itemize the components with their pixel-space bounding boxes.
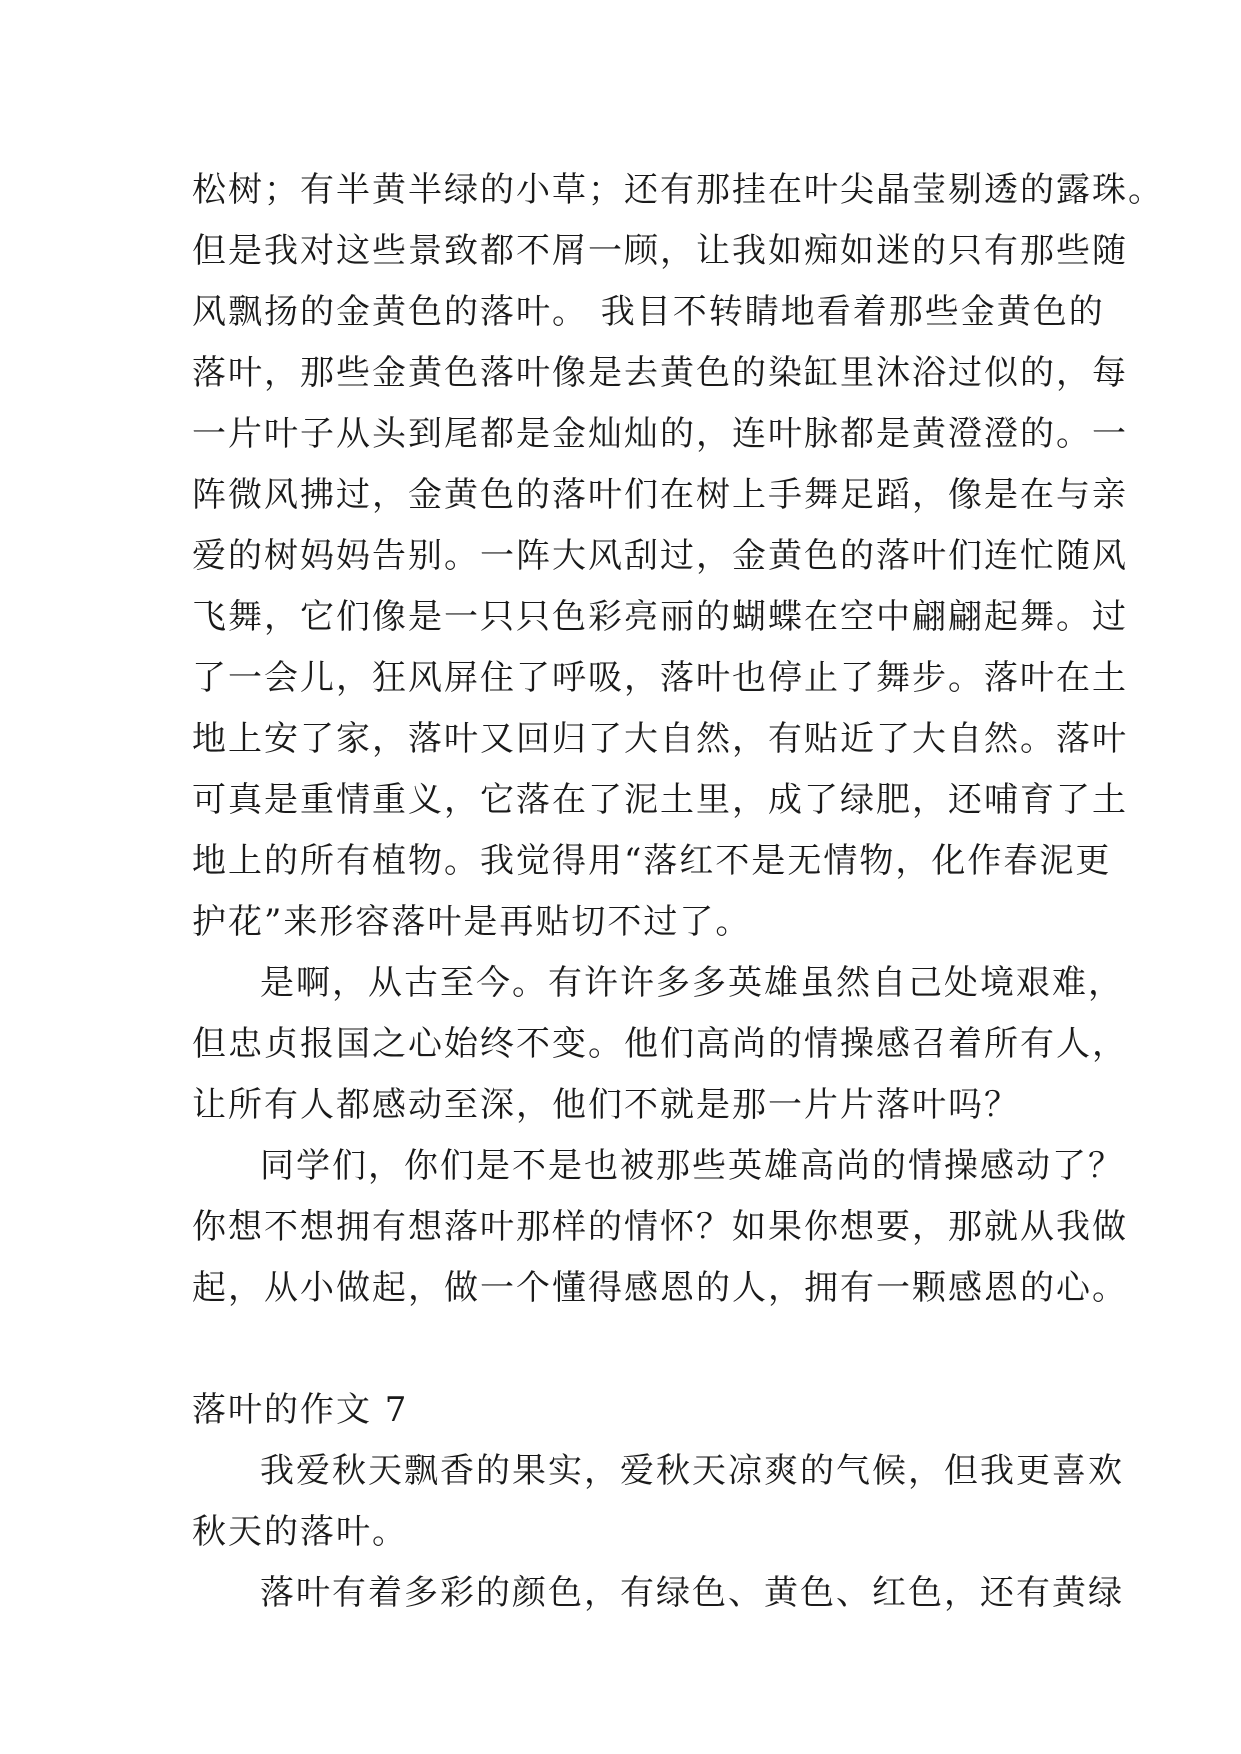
text-line: 爱的树妈妈告别。一阵大风刮过，金黄色的落叶们连忙随风 bbox=[192, 536, 1128, 576]
text-line: 落叶，那些金黄色落叶像是去黄色的染缸里沐浴过似的，每 bbox=[192, 353, 1128, 393]
text-line: 了一会儿，狂风屏住了呼吸，落叶也停止了舞步。落叶在土 bbox=[192, 658, 1128, 698]
text-line: 但忠贞报国之心始终不变。他们高尚的情操感召着所有人， bbox=[192, 1024, 1128, 1064]
text-line: 护花”来形容落叶是再贴切不过了。 bbox=[192, 902, 752, 942]
paragraph-autumn bbox=[192, 1441, 1124, 1563]
text-line: 你想不想拥有想落叶那样的情怀？如果你想要，那就从我做 bbox=[192, 1207, 1128, 1247]
text-line: 地上的所有植物。我觉得用“落红不是无情物，化作春泥更 bbox=[192, 841, 1112, 881]
text-line: 飞舞，它们像是一只只色彩亮丽的蝴蝶在空中翩翩起舞。过 bbox=[192, 597, 1128, 637]
section-title: 落叶的作文 7 bbox=[192, 1390, 409, 1430]
text-line: 一片叶子从头到尾都是金灿灿的，连叶脉都是黄澄澄的。一 bbox=[192, 414, 1128, 454]
paragraph-continued bbox=[192, 160, 1164, 953]
text-line: 但是我对这些景致都不屑一顾，让我如痴如迷的只有那些随 bbox=[192, 231, 1128, 271]
paragraph-classmates bbox=[192, 1136, 1128, 1319]
paragraph-colors bbox=[192, 1563, 1124, 1624]
text-line: 让所有人都感动至深，他们不就是那一片片落叶吗？ bbox=[192, 1085, 1020, 1125]
text-line: 秋天的落叶。 bbox=[192, 1512, 408, 1552]
document-page bbox=[192, 160, 1164, 1624]
text-line: 落叶有着多彩的颜色，有绿色、黄色、红色，还有黄绿 bbox=[260, 1573, 1124, 1613]
text-line: 起，从小做起，做一个懂得感恩的人，拥有一颗感恩的心。 bbox=[192, 1268, 1128, 1308]
text-line: 可真是重情重义，它落在了泥土里，成了绿肥，还哺育了土 bbox=[192, 780, 1128, 820]
text-line: 同学们，你们是不是也被那些英雄高尚的情操感动了？ bbox=[260, 1146, 1124, 1186]
text-line: 风飘扬的金黄色的落叶。 我目不转睛地看着那些金黄色的 bbox=[192, 292, 1105, 332]
text-line: 是啊，从古至今。有许许多多英雄虽然自己处境艰难， bbox=[260, 963, 1124, 1003]
paragraph-heroes bbox=[192, 953, 1128, 1136]
text-line: 我爱秋天飘香的果实，爱秋天凉爽的气候，但我更喜欢 bbox=[260, 1451, 1124, 1491]
text-line: 地上安了家，落叶又回归了大自然，有贴近了大自然。落叶 bbox=[192, 719, 1128, 759]
text-line: 松树；有半黄半绿的小草；还有那挂在叶尖晶莹剔透的露珠。 bbox=[192, 170, 1164, 210]
text-line: 阵微风拂过，金黄色的落叶们在树上手舞足蹈，像是在与亲 bbox=[192, 475, 1128, 515]
